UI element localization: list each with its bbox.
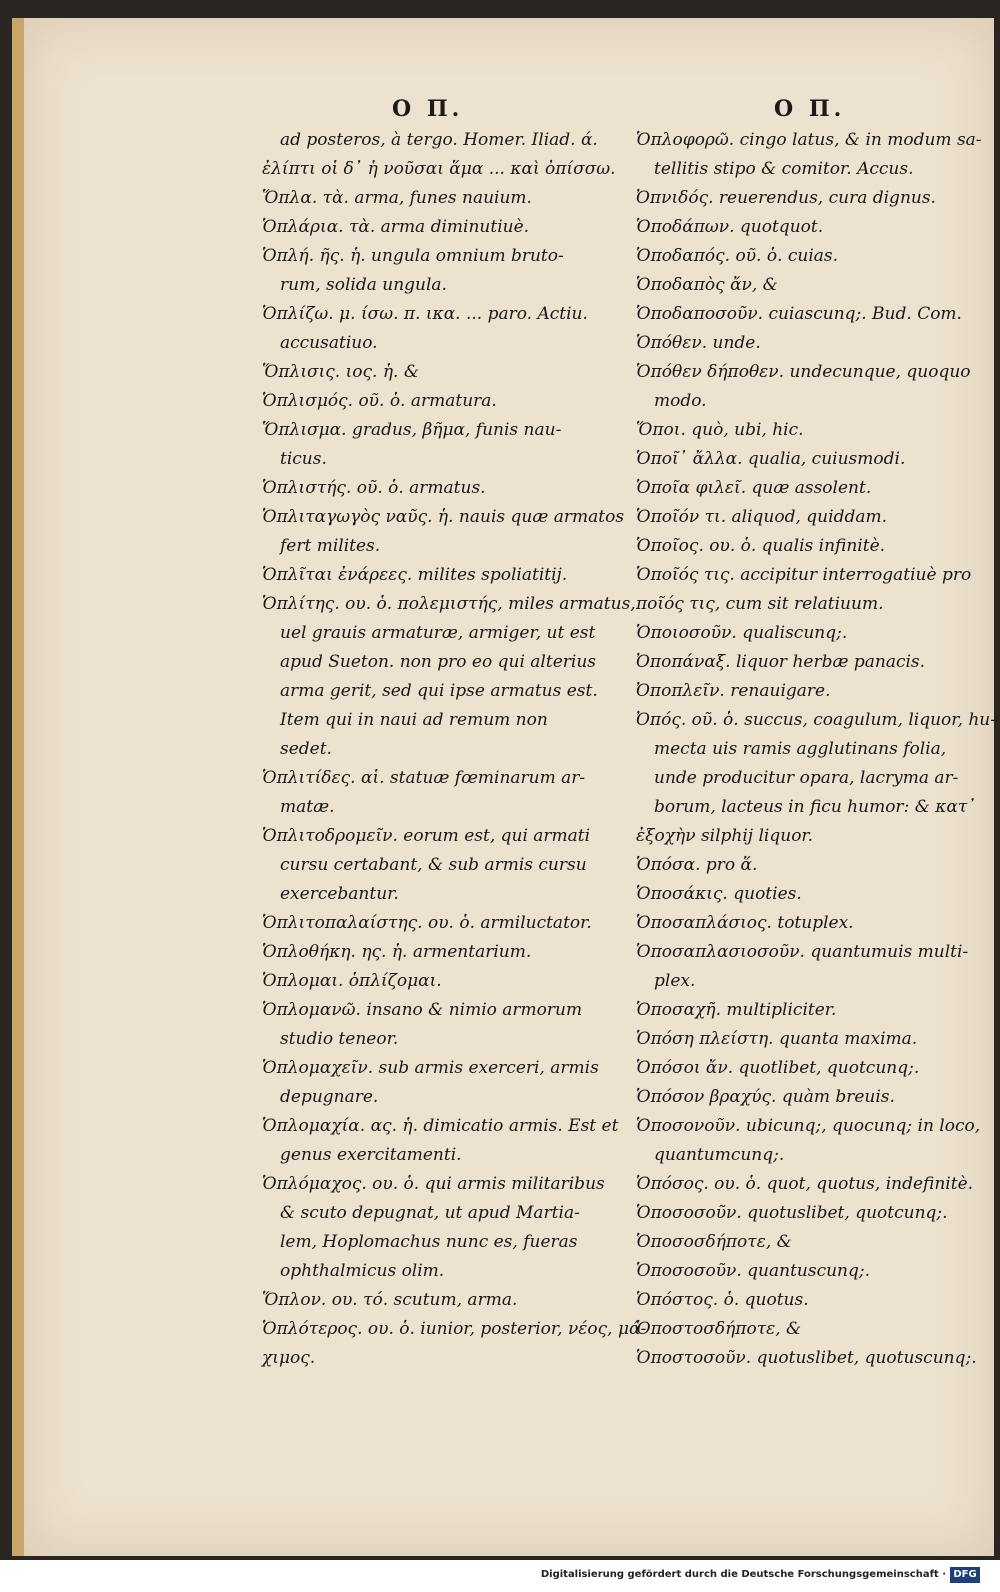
dictionary-line: ophthalmicus olim. — [280, 1261, 445, 1281]
dictionary-line: Ὅπλισμα. gradus, βῆμα, funis nau- — [262, 420, 562, 440]
dictionary-line: Ὁποῖος. ου. ὁ. qualis infinitè. — [636, 536, 886, 556]
dictionary-line: depugnare. — [280, 1087, 379, 1107]
dictionary-line: ποῖός τις, cum sit relatiuum. — [636, 594, 884, 614]
dictionary-line: lem, Hoplomachus nunc es, fueras — [280, 1232, 578, 1252]
dictionary-line: Ὁπλοφορῶ. cingo latus, & in modum sa- — [636, 130, 982, 150]
dictionary-line: Item qui in naui ad remum non — [280, 710, 548, 730]
dictionary-line: Ὀπός. οῦ. ὁ. succus, coagulum, liquor, hu- — [636, 710, 996, 730]
dictionary-line: Ὁπόθεν. unde. — [636, 333, 761, 353]
dictionary-line: Ὁπλιτίδες. αἱ. statuæ fœminarum ar- — [262, 768, 586, 788]
dictionary-line: Ὁποδαπὸς ἄν, & — [636, 275, 778, 295]
dictionary-line: Ὅπλον. ου. τό. scutum, arma. — [262, 1290, 518, 1310]
dictionary-line: Ὁποσαπλάσιος. totuplex. — [636, 913, 854, 933]
dictionary-line: Ὁπόση πλείστη. quanta maxima. — [636, 1029, 918, 1049]
dictionary-line: cursu certabant, & sub armis cursu — [280, 855, 587, 875]
running-head-right: Ο Π. — [774, 96, 846, 122]
dictionary-line: χιμος. — [262, 1348, 316, 1368]
dictionary-line: ἐλίπτι οἱ δ᾽ ἡ νοῦσαι ἅμα ... καὶ ὀπίσσω. — [262, 159, 616, 179]
dictionary-line: Ὁποστοσδήποτε, & — [636, 1319, 802, 1339]
dictionary-line: matæ. — [280, 797, 335, 817]
dictionary-line: Ὁπλιστής. οῦ. ὁ. armatus. — [262, 478, 486, 498]
dictionary-line: Ὁπλότερος. ου. ὁ. iunior, posterior, νέος, μά- — [262, 1319, 647, 1339]
dictionary-line: Ὁποδάπων. quotquot. — [636, 217, 824, 237]
dictionary-line: Ὁπόστος. ὁ. quotus. — [636, 1290, 809, 1310]
dictionary-line: sedet. — [280, 739, 332, 759]
dictionary-line: Ὁπλισμός. οῦ. ὁ. armatura. — [262, 391, 497, 411]
dictionary-line: Ὁποδαπός. οῦ. ὁ. cuias. — [636, 246, 839, 266]
dictionary-line: mecta uis ramis agglutinans folia, — [654, 739, 947, 759]
dictionary-line: Ὁπλιταγωγὸς ναῦς. ἡ. nauis quæ armatos — [262, 507, 625, 527]
dictionary-line: unde producitur opara, lacryma ar- — [654, 768, 959, 788]
right-column — [636, 126, 996, 1373]
dictionary-line: genus exercitamenti. — [280, 1145, 462, 1165]
dictionary-line: Ὁποσοσοῦν. quotuslibet, quotcunq;. — [636, 1203, 948, 1223]
dictionary-line: Ὁπλοθήκη. ης. ἡ. armentarium. — [262, 942, 532, 962]
dictionary-line: Ὁποσάκις. quoties. — [636, 884, 802, 904]
dictionary-line: Ὁπόσος. ου. ὁ. quot, quotus, indefinitè. — [636, 1174, 974, 1194]
dictionary-line: fert milites. — [280, 536, 381, 556]
dfg-logo-icon: DFG — [950, 1567, 980, 1583]
dictionary-line: Ὁποσονοῦν. ubicunq;, quocunq; in loco, — [636, 1116, 981, 1136]
left-column — [262, 126, 647, 1373]
dictionary-line: accusatiuo. — [280, 333, 378, 353]
dictionary-line: Ὅποι. quò, ubi, hic. — [636, 420, 804, 440]
dictionary-line: Ὁπλόμαχος. ου. ὁ. qui armis militaribus — [262, 1174, 605, 1194]
dictionary-line: studio teneor. — [280, 1029, 399, 1049]
dictionary-line: Ὁπλομαχεῖν. sub armis exerceri, armis — [262, 1058, 599, 1078]
dictionary-line: apud Sueton. non pro eo qui alterius — [280, 652, 596, 672]
dictionary-line: arma gerit, sed qui ipse armatus est. — [280, 681, 598, 701]
dictionary-line: & scuto depugnat, ut apud Martia- — [280, 1203, 580, 1223]
dictionary-line: Ὁπλάρια. τὰ. arma diminutiuè. — [262, 217, 530, 237]
dictionary-line: Ὁποιοσοῦν. qualiscunq;. — [636, 623, 848, 643]
running-head-left: Ο Π. — [392, 96, 464, 122]
dictionary-line: Ὁπόθεν δήποθεν. undecunque, quoquo — [636, 362, 971, 382]
dictionary-line: quantumcunq;. — [654, 1145, 785, 1165]
dictionary-line: Ὁποδαποσοῦν. cuiascunq;. Bud. Com. — [636, 304, 962, 324]
dictionary-line: modo. — [654, 391, 707, 411]
dictionary-line: Ὁπλίτης. ου. ὁ. πολεμιστής, miles armatus, — [262, 594, 636, 614]
dictionary-line: Ὁποστοσοῦν. quotuslibet, quotuscunq;. — [636, 1348, 977, 1368]
dictionary-line: Ὀποπάναξ. liquor herbæ panacis. — [636, 652, 926, 672]
dictionary-line: Ὁποσοσοῦν. quantuscunq;. — [636, 1261, 871, 1281]
dictionary-line: Ὁποῖόν τι. aliquod, quiddam. — [636, 507, 887, 527]
dictionary-line: tellitis stipo & comitor. Accus. — [654, 159, 914, 179]
dictionary-line: plex. — [654, 971, 696, 991]
dictionary-line: Ὅπλισις. ιος. ἡ. & — [262, 362, 419, 382]
dictionary-line: Ὁπόσοι ἄν. quotlibet, quotcunq;. — [636, 1058, 920, 1078]
dictionary-line: Ὁπλῖται ἐνάρεες. milites spoliatitij. — [262, 565, 568, 585]
dictionary-line: Ὁποσαχῆ. multipliciter. — [636, 1000, 837, 1020]
dictionary-line: Ὁπλομανῶ. insano & nimio armorum — [262, 1000, 583, 1020]
dictionary-line: rum, solida ungula. — [280, 275, 447, 295]
dictionary-line: Ὁποῖός τις. accipitur interrogatiuè pro — [636, 565, 972, 585]
dictionary-line: Ὁποῖ᾽ ἄλλα. qualia, cuiusmodi. — [636, 449, 906, 469]
footer-bar — [0, 1562, 1000, 1592]
book-page — [12, 18, 994, 1556]
dictionary-line: Ὁπλομαχία. ας. ἡ. dimicatio armis. Est et — [262, 1116, 619, 1136]
dictionary-line: Ὁποσαπλασιοσοῦν. quantumuis multi- — [636, 942, 969, 962]
dictionary-line: Ὁπλομαι. ὁπλίζομαι. — [262, 971, 442, 991]
dictionary-line: Ὁπλιτοπαλαίστης. ου. ὁ. armiluctator. — [262, 913, 592, 933]
dictionary-line: ἐξοχὴν silphij liquor. — [636, 826, 814, 846]
dictionary-line: Ὀποπλεῖν. renauigare. — [636, 681, 831, 701]
dictionary-line: Ὁπόσα. pro ἅ. — [636, 855, 758, 875]
dictionary-line: uel grauis armaturæ, armiger, ut est — [280, 623, 596, 643]
dictionary-line: borum, lacteus in ficu humor: & κατ᾽ — [654, 797, 976, 817]
dictionary-line: ticus. — [280, 449, 327, 469]
dictionary-line: Ὁπλίζω. μ. ίσω. π. ικα. ... paro. Actiu. — [262, 304, 588, 324]
dictionary-line: Ὀπνιδός. reuerendus, cura dignus. — [636, 188, 936, 208]
dictionary-line: Ὁπλή. ῆς. ἡ. ungula omnium bruto- — [262, 246, 564, 266]
dictionary-line: Ὁποῖα φιλεῖ. quæ assolent. — [636, 478, 872, 498]
dictionary-line: Ὁπλιτοδρομεῖν. eorum est, qui armati — [262, 826, 591, 846]
dictionary-line: Ὅπλα. τὰ. arma, funes nauium. — [262, 188, 532, 208]
dictionary-line: Ὁποσοσδήποτε, & — [636, 1232, 792, 1252]
dictionary-line: exercebantur. — [280, 884, 399, 904]
dictionary-line: Ὁπόσον βραχύς. quàm breuis. — [636, 1087, 895, 1107]
footer-credit: Digitalisierung gefördert durch die Deutsche Forschungsgemeinschaft · — [540, 1569, 946, 1580]
dictionary-line: ad posteros, à tergo. Homer. Iliad. ά. — [280, 130, 598, 150]
